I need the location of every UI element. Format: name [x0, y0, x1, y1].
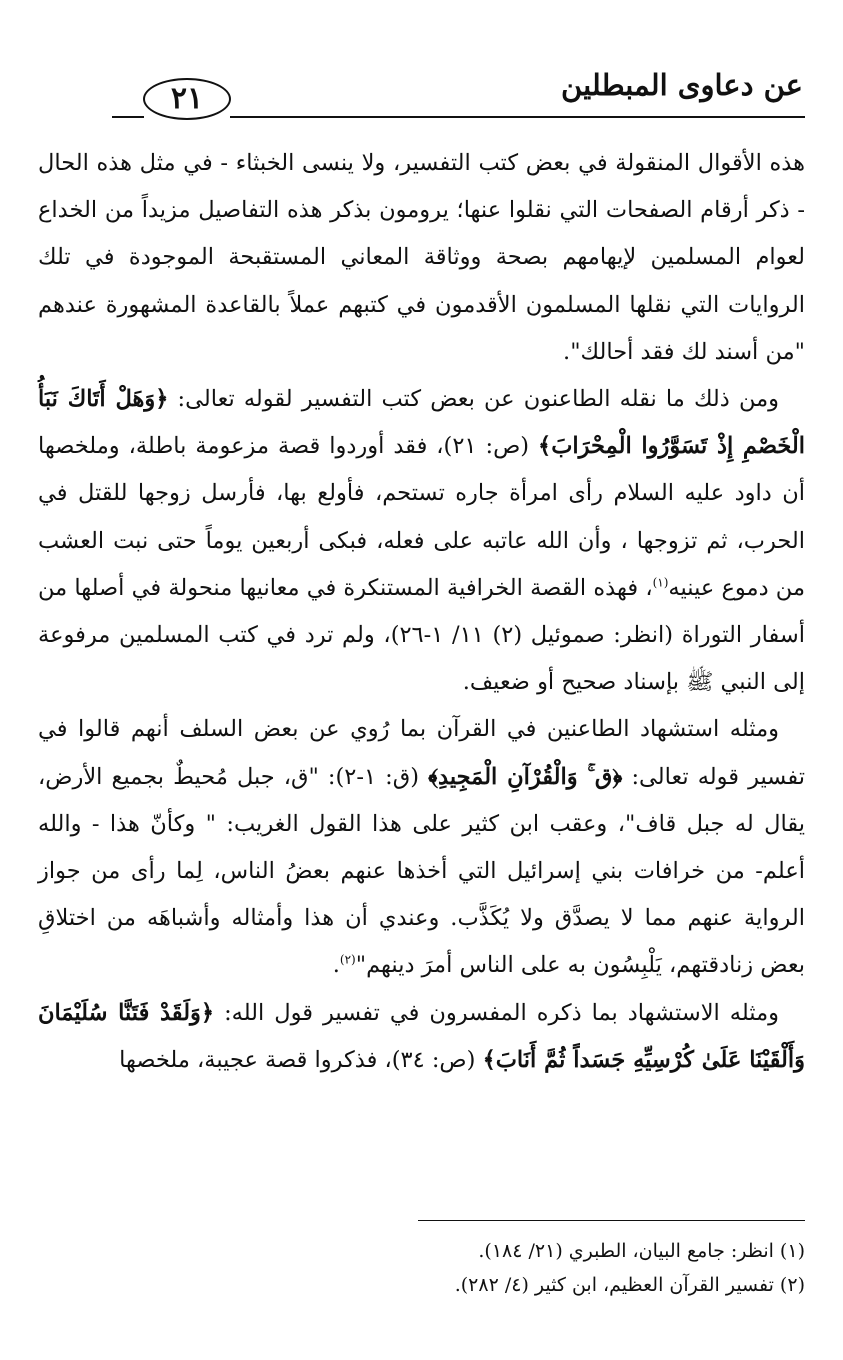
text-run: ومثله الاستشهاد بما ذكره المفسرون في تفسير قول الله:: [214, 999, 779, 1026]
footnote-reference: (١): [652, 575, 669, 590]
text-run: ومن ذلك ما نقله الطاعنون عن بعض كتب التفسير لقوله تعالى:: [168, 386, 779, 413]
footnote-2: (٢) تفسير القرآن العظيم، ابن كثير (٤/ ٢٨٢).: [454, 1274, 805, 1296]
text-run: ، فهذه القصة الخرافية المستنكرة في معانيها منحولة في أصلها من أسفار التوراة (انظر: صموئيل (٢) ١١/ ١-٢٦)، ولم ترد في كتب المسلمين مرفوعة إلى النبي ﷺ بإسناد صحيح أو ضعيف.: [38, 574, 806, 696]
paragraph: [38, 706, 805, 989]
page-header: [0, 58, 843, 128]
paragraph: [38, 376, 805, 706]
quran-verse: ﴿ق ۚ وَالْقُرْآنِ الْمَجِيدِ﴾: [428, 763, 623, 790]
text-run: (ص: ٢١)، فقد أوردوا قصة مزعومة باطلة، وملخصها أن داود عليه السلام رأى امرأة جاره تستحم، فأولع بها، فأرسل زوجها للقتل في الحرب، ثم تزوجها ، وأن الله عاتبه على فعله، فبكى أربعين يوماً حتى نبت العشب من دموع عينيه: [38, 433, 805, 601]
header-rule-left: [112, 116, 144, 118]
page-number: ٢١: [143, 78, 231, 120]
text-run: (ص: ٣٤)، فذكروا قصة عجيبة، ملخصها: [119, 1046, 483, 1073]
footnote-1: (١) انظر: جامع البيان، الطبري (٢١/ ١٨٤).: [478, 1240, 805, 1262]
text-run: هذه الأقوال المنقولة في بعض كتب التفسير، ولا ينسى الخبثاء - في مثل هذه الحال - ذكر أرقام الصفحات التي نقلوا عنها؛ يرومون بذكر هذه التفاصيل مزيداً من الخداع لعوام المسلمين لإيهامهم بصحة ووثاقة المعاني المستقبحة الموجودة في تلك الروايات التي نقلها المسلمون الأقدمون في كتبهم عملاً بالقاعدة المشهورة عندهم "من أسند لك فقد أحالك".: [38, 150, 805, 365]
running-title: عن دعاوى المبطلين: [561, 68, 803, 102]
text-run: ومثله استشهاد الطاعنين في القرآن بما رُوي عن بعض السلف أنهم قالوا في تفسير قوله تعالى:: [38, 716, 806, 790]
quran-verse: ﴿وَلَقَدْ فَتَنَّا سُلَيْمَانَ وَأَلْقَيْنَا عَلَىٰ كُرْسِيِّهِ جَسَداً ثُمَّ أَنَابَ﴾: [38, 999, 805, 1073]
paragraph: [38, 140, 805, 376]
text-run: .: [332, 952, 340, 979]
header-rule: [230, 116, 805, 118]
text-run: (ق: ١-٢): "ق، جبل مُحيطٌ بجميع الأرض، يقال له جبل قاف"، وعقب ابن كثير على هذا القول الغريب: " وكأنّ هذا - والله أعلم- من خرافات بني إسرائيل التي أخذها عنهم بعضُ الناس، لِما رأى من جواز الرواية عنهم مما لا يصدَّق ولا يُكَذَّب. وعندي أن هذا وأمثاله وأشباهَه من اختلاقِ بعض زنادقتهم، يَلْبِسُون به على الناس أمرَ دينهم": [38, 763, 805, 979]
quran-verse: ﴿وَهَلْ أَتَاكَ نَبَأُ الْخَصْمِ إِذْ تَسَوَّرُوا الْمِحْرَابَ﴾: [38, 386, 805, 460]
footnotes: [38, 1234, 805, 1302]
footnote-reference: (٢): [339, 952, 356, 967]
main-text: [38, 140, 805, 1084]
footnote-separator: [418, 1220, 805, 1221]
paragraph: [38, 990, 805, 1084]
